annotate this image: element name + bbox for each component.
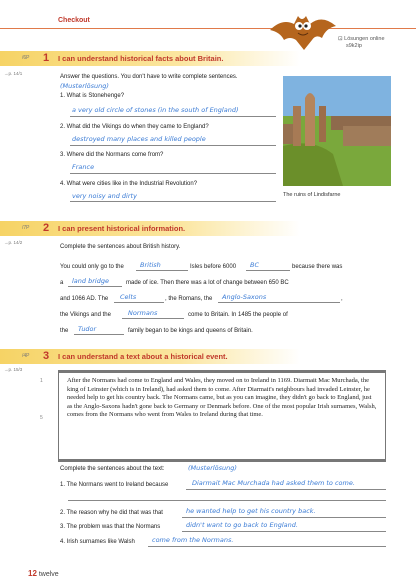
page-reference: →p. 14/1 xyxy=(4,71,23,76)
answer: Celts xyxy=(120,293,137,301)
link-icon: ⊡ xyxy=(338,36,343,42)
question: 1. What is Stonehenge? xyxy=(60,93,125,99)
answer: BC xyxy=(250,261,259,269)
page-header-title: Checkout xyxy=(58,17,90,24)
question: 1. The Normans went to Ireland because xyxy=(60,482,169,488)
page-reference: →p. 15/3 xyxy=(4,367,23,372)
answer: very noisy and dirty xyxy=(72,192,137,200)
instructions: Complete the sentences about British history. xyxy=(60,244,181,250)
answer: didn't want to go back to England. xyxy=(186,521,298,529)
question: 2. What did the Vikings do when they came to England? xyxy=(60,124,209,130)
page-reference: →p. 14/2 xyxy=(4,240,23,245)
lindisfarne-photo xyxy=(283,76,391,186)
question: 4. What were cities like in the Industrial Revolution? xyxy=(60,181,198,187)
bat-mascot-icon xyxy=(268,6,338,52)
question: 3. Where did the Normans come from? xyxy=(60,152,164,158)
instructions: Answer the questions. You don't have to write complete sentences. xyxy=(60,74,238,80)
header-divider xyxy=(0,28,416,29)
reading-text-box xyxy=(58,370,386,462)
answer: Diarmait Mac Murchada had asked them to come. xyxy=(192,479,355,487)
answer: Tudor xyxy=(78,325,97,333)
section-1-header: /6P 1 I can understand historical facts about Britain. xyxy=(0,51,300,66)
solutions-online-note: ⊡ Lösungen online s9k2ip xyxy=(338,36,385,49)
answer: a very old circle of stones (in the south of England) xyxy=(72,106,239,114)
answer: land bridge xyxy=(72,277,109,285)
section-3-header: /4P 3 I can understand a text about a historical event. xyxy=(0,349,300,364)
photo-caption: The ruins of Lindisfarne xyxy=(283,192,341,198)
hint-label: (Musterlösung) xyxy=(188,464,237,472)
instructions: Complete the sentences about the text: xyxy=(60,466,165,472)
answer: Anglo-Saxons xyxy=(222,293,267,301)
question: 2. The reason why he did that was that xyxy=(60,510,163,516)
answer: destroyed many places and killed people xyxy=(72,135,206,143)
hint-label: (Musterlösung) xyxy=(60,82,109,90)
answer: France xyxy=(72,163,95,171)
page-number: 12 twelve xyxy=(28,569,59,578)
answer: come from the Normans. xyxy=(152,536,234,544)
answer: Normans xyxy=(128,309,158,317)
question: 3. The problem was that the Normans xyxy=(60,524,161,530)
reading-text: After the Normans had come to England and Wales, they moved on to Ireland in 1169. Diarmait Mac Murchada, the king of Leinster (which is in Ireland), had asked them to come. After Diarmait's neighbours had invaded Leinster, he needed help to get his country back. The Normans came, but as you can imagine, they didn't go back to England, just as the Anglo-Saxons hadn't gone back to Germany or Denmark before. One of the most popular Irish surnames, Walsh, comes from the Normans who went from Wales to Ireland during that time. xyxy=(67,377,377,419)
section-2-header: /7P 2 I can present historical information. xyxy=(0,221,300,236)
answer: he wanted help to get his country back. xyxy=(186,507,316,515)
answer: British xyxy=(140,261,161,269)
question: 4. Irish surnames like Walsh xyxy=(60,539,135,545)
